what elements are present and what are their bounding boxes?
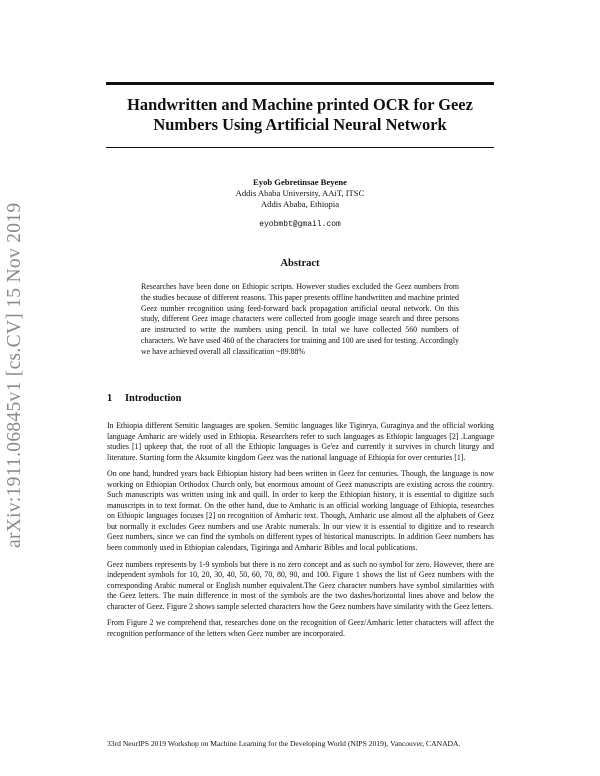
section-title: Introduction (125, 393, 182, 404)
paper-title: Handwritten and Machine printed OCR for Geez Numbers Using Artificial Neural Network (127, 95, 473, 134)
footnote: 33rd NeurIPS 2019 Workshop on Machine Learning for the Developing World (NIPS 2019), Vancouver, CANADA. (107, 739, 461, 748)
abstract-text: Researches have been done on Ethiopic scripts. However studies excluded the Geez numbers from the studies because of different reasons. This paper presents offline handwritten and machine printed Geez number recognition using feed-forward back propagation artificial neural network. On this study, different Geez image characters were collected from google image search and three persons are instructed to write the numbers using pencil. In total we have collected 560 numbers of characters. We have used 460 of the characters for training and 100 are used for testing. Accordingly we have achieved overall all classification ~89.88% (141, 282, 459, 356)
abstract-heading: Abstract (280, 258, 320, 269)
author-affiliation: Addis Ababa University, AAiT, ITSC (235, 188, 365, 198)
section-number: 1 (107, 393, 113, 404)
arxiv-identifier: arXiv:1911.06845v1 [cs.CV] 15 Nov 2019 (4, 202, 25, 548)
title-top-rule (106, 82, 494, 85)
title-bottom-rule (106, 147, 494, 148)
paragraph: From Figure 2 we comprehend that, researches done on the recognition of Geez/Amharic letter characters will affect the recognition performance of the letters when Geez number are incorporated. (107, 618, 494, 638)
author-email[interactable]: eyobmbt@gmail.com (259, 220, 341, 229)
author-location: Addis Ababa, Ethiopia (260, 199, 340, 209)
paragraph: In Ethiopia different Semitic languages are spoken. Semitic languages like Tiginrya, Guraginya and the official working language Amharic are widely used in Ethiopia. Researchers refer to such languages as Ethiopic languages [2] .Language studies [1] upkeep that, the root of all the Ethiopic languages is Ge'ez and currently it survives in church liturgy and literature. Starting form the Aksumite kingdom Geez was the national language of Ethiopia for over centuries [1]. (107, 421, 494, 462)
author-name: Eyob Gebretinsae Beyene (253, 177, 347, 187)
section-heading (107, 393, 181, 404)
introduction-body (107, 421, 494, 645)
paragraph: On one hand, hundred years back Ethiopian history had been written in Geez for centuries. Though, the language is now working on Ethiopian Orthodox Church only, but enormous amount of Geez manuscripts are existing across the country. Such manuscripts was written using ink and quill. In order to keep the Ethiopian history, it is essential to digitize such manuscripts in to text format. On the other hand, due to Amharic is an official working language of Ethiopia, researches on Ethiopic languages focuses [2] on recognition of Amharic text. Though, Amharic use almost all the alphabets of Geez but normally it excludes Geez numbers and use Arabic numerals. In our view it is essential to digitize and to research Geez numbers, since we can find the symbols on different types of historical manuscripts. In addition Geez numbers has been commonly used in Ethiopian calendars, Tigiringa and Amharic Bibles and local publications. (107, 469, 494, 553)
paragraph: Geez numbers represents by 1-9 symbols but there is no zero concept and as such no symbol for zero. However, there are independent symbols for 10, 20, 30, 40, 50, 60, 70, 80, 90, and 100. Figure 1 shows the list of Geez numbers with the corresponding Arabic numeral or English number equivalent.The Geez character numbers have symbol similarities with the Geez letters. The main difference in most of the symbols are the two dashes/horizontal lines above and below the character of Geez. Figure 2 shows sample selected characters how the Geez numbers have similarity with the Geez letters. (107, 559, 494, 611)
author-block (150, 177, 450, 230)
